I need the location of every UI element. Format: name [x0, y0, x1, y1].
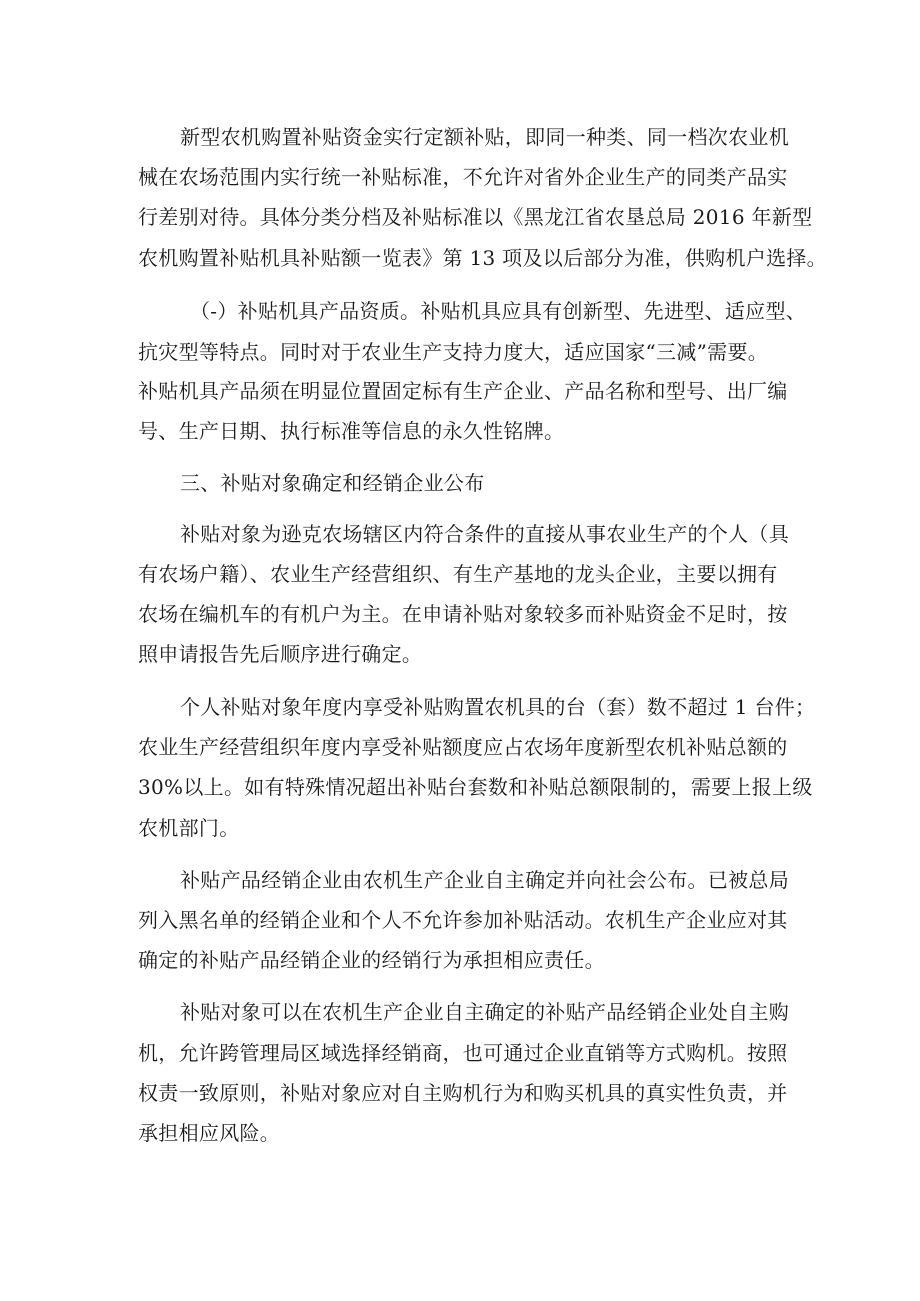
text-line: 械在农场范围内实行统一补贴标准，不允许对省外企业生产的同类产品实 — [138, 165, 788, 189]
text-line: 确定的补贴产品经销企业的经销行为承担相应责任。 — [138, 948, 605, 972]
text-line: 承担相应风险。 — [138, 1121, 281, 1145]
section-heading: 三、补贴对象确定和经销企业公布 — [180, 471, 485, 495]
text-line: 补贴产品经销企业由农机生产企业自主确定并向社会公布。已被总局 — [180, 868, 789, 892]
text-line: 抗灾型等特点。同时对于农业生产支持力度大，适应国家“三减”需要。 — [138, 340, 769, 364]
text-line: 行差别对待。具体分类分档及补贴标准以《黑龙江省农垦总局 2016 年新型 — [138, 205, 813, 229]
text-line: 号、生产日期、执行标准等信息的永久性铭牌。 — [138, 419, 565, 443]
text-line: （-）补贴机具产品资质。补贴机具应具有创新型、先进型、适应型、 — [190, 299, 807, 323]
text-line: 机，允许跨管理局区域选择经销商，也可通过企业直销等方式购机。按照 — [138, 1041, 788, 1065]
text-line: 补贴对象为逊克农场辖区内符合条件的直接从事农业生产的个人（具 — [180, 522, 789, 546]
text-line: 个人补贴对象年度内享受补贴购置农机具的台（套）数不超过 1 台件； — [180, 695, 816, 719]
text-line: 照申请报告先后顺序进行确定。 — [138, 642, 423, 666]
text-line: 新型农机购置补贴资金实行定额补贴，即同一种类、同一档次农业机 — [180, 125, 789, 149]
text-line: 权责一致原则，补贴对象应对自主购机行为和购买机具的真实性负责，并 — [138, 1081, 788, 1105]
text-line: 补贴对象可以在农机生产企业自主确定的补贴产品经销企业处自主购 — [180, 1000, 789, 1024]
text-line: 有农场户籍）、农业生产经营组织、有生产基地的龙头企业，主要以拥有 — [138, 562, 778, 586]
text-line: 农机购置补贴机具补贴额一览表》第 13 项及以后部分为准，供购机户选择。 — [138, 246, 827, 270]
text-line: 补贴机具产品须在明显位置固定标有生产企业、产品名称和型号、出厂编 — [138, 379, 788, 403]
text-line: 农业生产经营组织年度内享受补贴额度应占农场年度新型农机补贴总额的 — [138, 735, 788, 759]
text-line: 列入黑名单的经销企业和个人不允许参加补贴活动。农机生产企业应对其 — [138, 908, 788, 932]
text-line: 农场在编机车的有机户为主。在申请补贴对象较多而补贴资金不足时，按 — [138, 602, 788, 626]
text-line: 30%以上。如有特殊情况超出补贴台套数和补贴总额限制的，需要上报上级 — [138, 775, 813, 799]
text-line: 农机部门。 — [138, 816, 240, 840]
